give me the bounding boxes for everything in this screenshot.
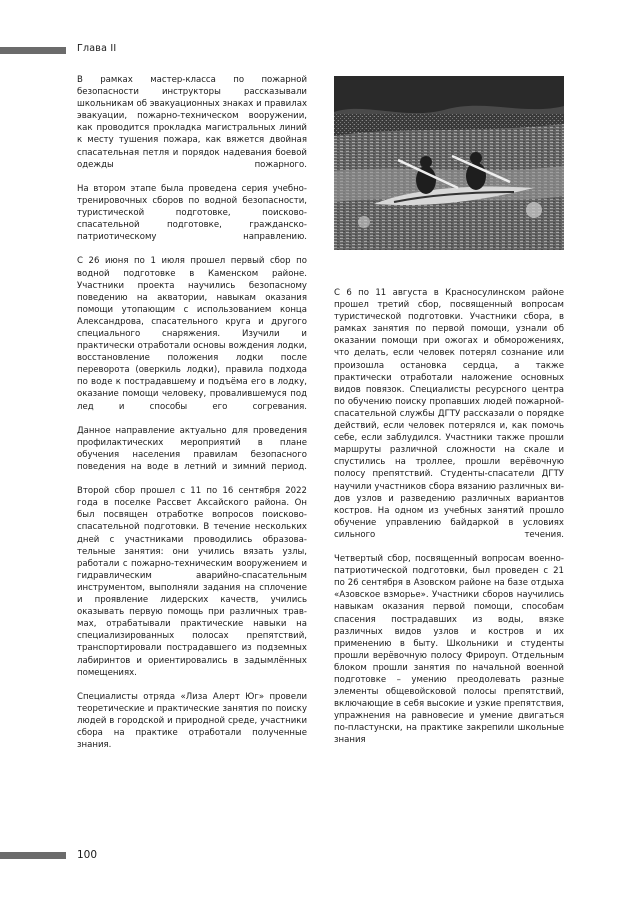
header-bar	[0, 47, 66, 54]
page-number: 100	[77, 849, 98, 861]
paragraph: С 26 июня по 1 июля прошел первый сбор по водной подготовке в Каменском районе. Участники проекта научились безопасному поведению на акватории, навыкам оказания помощи утопающим с использованием конца Александрова, спасательного круга и другого специального снаряжения. Изучили и практически отработали основы вождения лодки, восстановление положения лодки после переворота (оверкиль лодки), правила подхода по воде к пострадавшему и подъёма его в лодку, оказание помощи человеку, провалившeмуся под лед и способы его согревания.	[77, 256, 307, 412]
paragraph: В рамках мастер-класса по пожарной безопасности инструкторы рассказывали школьникам об эвакуационных знаках и правилах эвакуации, пожарно-техническом вооружении, как проводится прокладка магистральных линий к месту тушения пожара, как вяжется двойная спасательная петля и порядок надевания боевой одежды пожарного.	[77, 75, 307, 170]
left-column	[77, 74, 307, 751]
paragraph: На втором этапе была проведена серия учебно-тренировочных сборов по водной безопасности, туристической подготовке, поисково-спасательной подготовке, гражданско-патриотическому направлению.	[77, 183, 307, 243]
right-column	[334, 287, 564, 747]
paragraph: Второй сбор прошел с 11 по 16 сентября 2022 года в поселке Рассвет Аксайского района. Он был посвящен отработке вопросов поисково-спасательной подготовки. В течение нескольких дней с участниками проводились образовательные занятия: они учились вязать узлы, работали с пожарно-техническим вооружением и гидравлическим аварийно-спасательным инструментом, выполняли задания на сплочение и проявление лидерских качеств, учились оказывать первую помощь при различных травмах, отрабатывали практические навыки на специализированных полосах препятствий, транспортировали пострадавшего из подземных лабиринтов и ориентировались в задымлённых помещениях.	[77, 486, 307, 678]
footer-bar	[0, 852, 66, 859]
kayak-photo-image	[334, 76, 564, 250]
paragraph: Специалисты отряда «Лиза Алерт Юг» провели теоретические и практические занятия по поиску людей в городской и природной среде, участники сбора на практике отработали полученные знания.	[77, 691, 307, 751]
paragraph: Четвертый сбор, посвященный вопросам военно-патриотической подготовки, был проведен с 21 по 26 сентября в Азовском районе на базе отдыха «Азовское взморье». Участники сборов научились навыкам оказания первой помощи, способам спасения пострадавших из воды, вязке различных видов узлов и костров и их применению в быту. Школьники и студенты прошли верёвочную полосу Фрироуп. Отдельным блоком прошли занятия по начальной военной подготовке – умению преодолевать разные элементы общевойсковой полосы препятствий, включающие в себя высокие и узкие препятствия, упражнения на равновесие и умение двигаться по-пластунски, на практике закрепили школьные знания	[334, 554, 564, 746]
paragraph: Данное направление актуально для проведения профилактических мероприятий в плане обучения населения правилам безопасного поведения на воде в летний и зимний период.	[77, 425, 307, 472]
chapter-title: Глава II	[77, 43, 117, 54]
paragraph: С 6 по 11 августа в Красносулинском районе прошел третий сбор, посвященный вопросам туристической подготовки. Участники сбора, в рамках занятия по первой помощи, узнали об оказании помощи при ожогах и обморожениях, что делать, если человек потерял сознание или произошла остановка сердца, а также практически отработали наложение основных видов повязок. Специалисты ресурсного центра по обучению поиску пропавших людей пожарной-спасательной службы ДГТУ рассказали о порядке действий, если человек потерялся и, как помочь себе, если заблудился. Участники также прошли маршруты различной сложности на скале и спустились на троллее, прошли верёвочную полосу препятствий. Студенты-спасатели ДГТУ научили участников сбора вязанию различных видов узлов и разведению различных вариантов костров. На одном из учебных занятий прошло обучение управлению байдаркой в условиях сильного течения.	[334, 288, 564, 540]
kayak-photo	[334, 76, 564, 250]
